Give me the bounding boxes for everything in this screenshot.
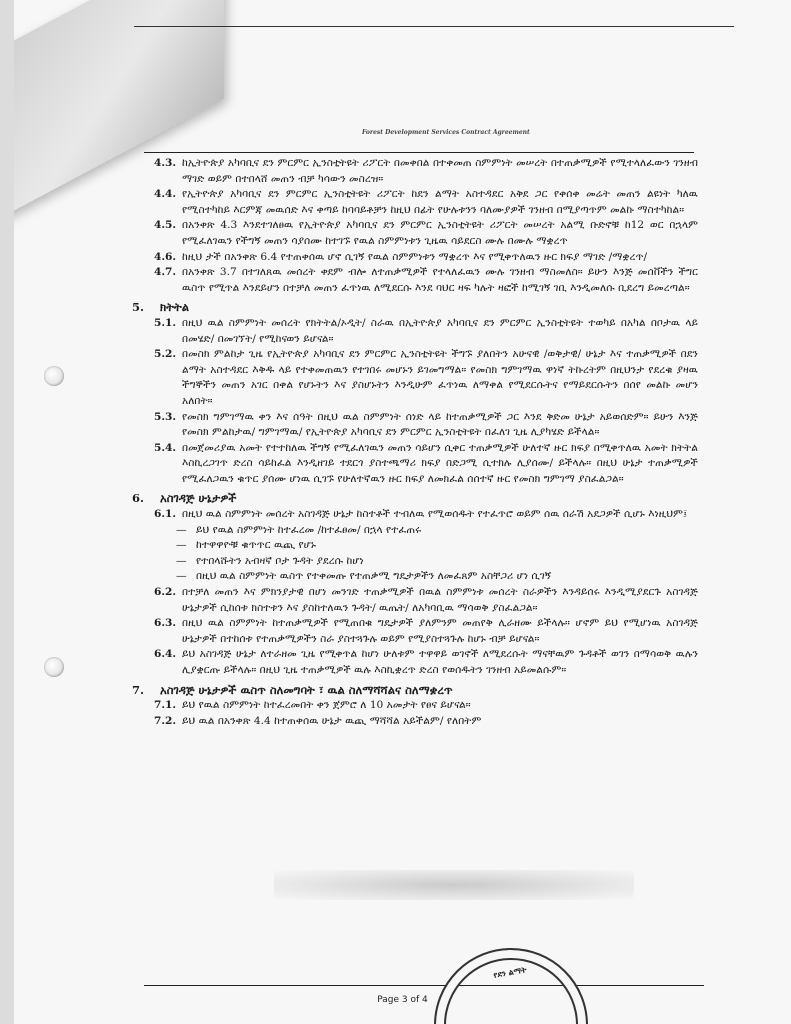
list-item: — የተበላሹትን አብዛኛ ቦታ ጉዳት ያደረሱ ከሆነ bbox=[176, 554, 364, 567]
list-item: — ይህ የዉል ስምምነት ከተፈረመ /ከተፈፀመ/ በኋላ የተፈጠሩ bbox=[176, 523, 422, 536]
clause-6-4: 6.4. ይህ አስገዳጅ ሁኔታ ለተራዘመ ጊዜ የሚቀጥል ከሆነ ሁለቱም ተዋዋይ ወገኖች ለሚደረሱት ማናቸዉም ጉዳቶች ወገን በማሳወቅ ዉሉን ሊያቋርጡ ይችላሉ። በዚህ ጊዜ ተጠቃሚዎች ዉሉ እስኪቋረጥ ድረስ የወሰዱትን ገንዘብ አይመልሱም። bbox=[154, 648, 698, 676]
clause-5-4: 5.4. በመጀመሪያዉ አመት የተተከለዉ ችግኝ የሚፈለገዉን መጠን ሳይሆን ሲቀር ተጠቃሚዎች ሁለተኛ ዙር ክፍያ በሚቀጥለዉ አመት ክትትል እስኪረጋገጥ ድረስ ሳይከፈል እንዲዘገይ ተደርጎ ያስተጫማሪ ክፍያ በድጋሚ ሲተክሉ ሊያሰሙ/ ይችላሉ። በዚህ ሁኔታ ተጠቃሚዎች የሚፈለጋዉን ቁጥር ያሰሙ ሆነዉ ሲገኙ የሁለተኛዉን ዙር ክፍያ ለመክፈል ሰሰተኛ ዙር የመስክ ግምገማ ያስፈልጋል። bbox=[154, 441, 698, 485]
section-5-items bbox=[154, 316, 698, 488]
page-number: Page 3 of 4 bbox=[377, 995, 428, 1005]
section-5-heading: 5. ክትትል bbox=[132, 300, 190, 315]
clause-4-5: 4.5. በአንቀጽ 4.3 እንደተገለፀዉ የኢትዮጵያ አካባቢና ደን ምርምር ኢንስቲትዩት ሪፖርት መሠረት አልሚ ቡድኖቹ ከ12 ወር በኋላም የሚፈለገዉን የችግኝ መጠን ሳያሰሙ ከተገኙ የዉል ስምምነቱን ጊዜዉ ሳይደርስ ሙሉ በሙሉ ማቋረጥ bbox=[154, 219, 698, 247]
punch-hole bbox=[44, 657, 64, 677]
clause-4-6: 4.6. ከዚህ ታች በአንቀጽ 6.4 የተጠቀሰዉ ሆኖ ሲገኝ የዉል ስምምነቱን ማቋረጥ እና የሚቀጥለዉን ዙር ክፍያ ማገድ /ማቋረጥ/ bbox=[154, 250, 648, 263]
section-4-items bbox=[154, 156, 698, 296]
section-7-heading: 7. አስገዳጅ ሁኔታዎች ዉስጥ ስለመግባት ፣ ዉል ስለማሻሻልና ስለማቋረጥ bbox=[132, 682, 453, 697]
top-rule bbox=[134, 26, 734, 27]
section-6-items bbox=[154, 507, 698, 679]
header-rule bbox=[144, 152, 694, 153]
seal-text: የደን ልማት bbox=[492, 964, 528, 980]
document-page bbox=[14, 0, 791, 1024]
clause-6-1: 6.1. በዚህ ዉል ስምምነት መሰረት አስገዳጅ ሁኔታ ከስተቶች ተብለዉ የሚወሰዱት የተፈጥሮ ወይም ሰዉ ሰራሽ አደጋዎች ሲሆኑ እነዚህም፤ bbox=[154, 508, 688, 521]
clause-5-2: 5.2. በመስክ ምልከታ ጊዜ የኢትዮጵያ አካባቢና ደን ምርምር ኢንስቲትዩት ችግኙ ያለበትን አሁናዊ /ወቅታዊ/ ሁኔታ እና ተጠቃሚዎች በደን ልማት አስተዳደር እቅዱ ላይ የተቀመጠዉን የተገበሩ መሆኑን ይገመግማል። የመስክ ግምገማዉ ዋነኛ ትኩረትም በዚህንታ የደረቁ ያዛዉ ችግኞችን መጠን አገር በቀል የሆኑትን እና ያስሆኑትን እንዲሁም ፈጥነዉ ለማቀል የሚደርሱትና የማይደርሱትን በሰየ መልኩ መሆን አለበት። bbox=[154, 348, 698, 407]
clause-5-3: 5.3. የመስክ ግምገማዉ ቀን እና ሰዓት በዚህ ዉል ስምምነት ሰነድ ላይ ከተጠቃሚዎች ጋር እንደ ቅድመ ሁኔታ አይወሰድም። ይሁን እንጅ የመስክ ምልከታዉ/ ግምገማዉ/ የኢትዮጵያ አካባቢና ደን ምርምር ኢንስቲትዩት በፈለገ ጊዜ ሊያካሄድ ይችላል። bbox=[154, 410, 698, 439]
list-item: — ከተዋዋዮቹ ቁጥጥር ዉጪ የሆኑ bbox=[176, 539, 316, 552]
clause-5-1: 5.1. በዚህ ዉል ስምምነት መሰረት የክትትል/ኦዲት/ ስራዉ በኢትዮጵያ አካባቢና ደን ምርምር ኢንስቲትዩት ተወካይ በአካል በቦታዉ ላይ በመሄድ/ በመገኘት/ የሚከናወን ይሆናል። bbox=[154, 316, 698, 345]
clause-6-3: 6.3. በዚህ ዉል ስምምነት ከተጠቃሚዎች የሚጠበቁ ግዴታዎች ያለምንም መጠየቅ ሊራዘሙ ይችላሉ። ሆኖም ይህ የሚሆነዉ አስገዳጅ ሁኔታዎች በተከሰቱ የተጠቃሚዎችን ስራ ያስተጓጉሉ ወይም የሚያስተጓጉሉ ከሆኑ ብቻ ይሆናል። bbox=[154, 617, 698, 645]
punch-hole bbox=[44, 366, 64, 386]
clause-6-2: 6.2. በተቻለ መጠን እና ምክንያታዊ በሆነ መንገድ ተጠቃሚዎች በዉል ስምምነቱ መሰረት ስራዎችን እንዳይሰሩ እንዲሚያደርጉ አስገዳጅ ሁኔታዎች ሲከሰቱ ክስተቱን እና ያስከተለዉን ጉዳት/ ዉጤት/ ለአካባቢዉ ማሳወቅ ያስፈልጋል። bbox=[154, 586, 698, 614]
clause-4-7: 4.7. በአንቀጽ 3.7 በተገለጸዉ መሰረት ቀደም ብሎ ለተጠቃሚዎች የተላለፈዉን ሙሉ ገንዘብ ማስመለስ። ይሁን እንጅ መሰቨችን ችግር ዉስጥ የሚጥል እንደይሆን በተቻለ መጠን ፈጥነዉ ለሚደርሱ እንደ ባህር ዛፍ ካሉት ዛፎች ከሚገኝ ገቢ እንዲመለሱ ቢደረግ ይመረጣል። bbox=[154, 266, 698, 294]
clause-4-3: 4.3. ከኢትዮጵያ አካባቢና ደን ምርምር ኢንስቲትዩት ሪፖርት በመቀበል በተቀመጠ ስምምነት መሠረት በተጠቃሚዎች የሚተላለፈውን ገንዘብ ማገድ ወይም በተበላሸ መጠን ብቻ ካሳውን መስረዝ። bbox=[154, 157, 698, 185]
clause-4-4: 4.4. የኢትዮጵያ አካባቢና ደን ምርምር ኢንስቲትዩት ሪፖርት ከደን ልማት አስተዳደር አቅደ ጋር የቀሰቀ መሬት መጠን ልዩነት ካለዉ የሚስተካከይ እርምጃ መዉሰድ እና ቀጣይ ከባባይቶቻን ከዚህ በፊት የሁሉቱንን ባለሙያዎች ገንዘብ በሚያጣጥም መልኩ ማስተካከል። bbox=[154, 188, 698, 216]
clause-7-1: 7.1. ይህ የዉል ስምምነት ከተፈረመበት ቀን ጀምሮ ለ 10 አመታት የፀና ይሆናል። bbox=[154, 699, 471, 712]
clause-7-2: 7.2. ይህ ዉል በአንቀጽ 4.4 ከተጠቀሰዉ ሁኔታ ዉጪ ማሻሻል አይችልም/ የለበትም bbox=[154, 714, 482, 727]
footer-rule bbox=[144, 985, 704, 986]
section-6-heading: 6. አስገዳጅ ሁኔታዎች bbox=[132, 491, 237, 506]
section-7-items bbox=[154, 698, 698, 729]
ink-smudge bbox=[274, 870, 634, 900]
list-item: — በዚህ ዉል ስምምነት ዉስጥ የተቀመጡ የተጠቃሚ ግዴታዎችን ለመፈጸም አስቸጋሪ ሆነ ሲገኝ bbox=[176, 570, 552, 583]
running-header: Forest Development Services Contract Agreement bbox=[362, 129, 530, 136]
document-body bbox=[132, 156, 698, 729]
